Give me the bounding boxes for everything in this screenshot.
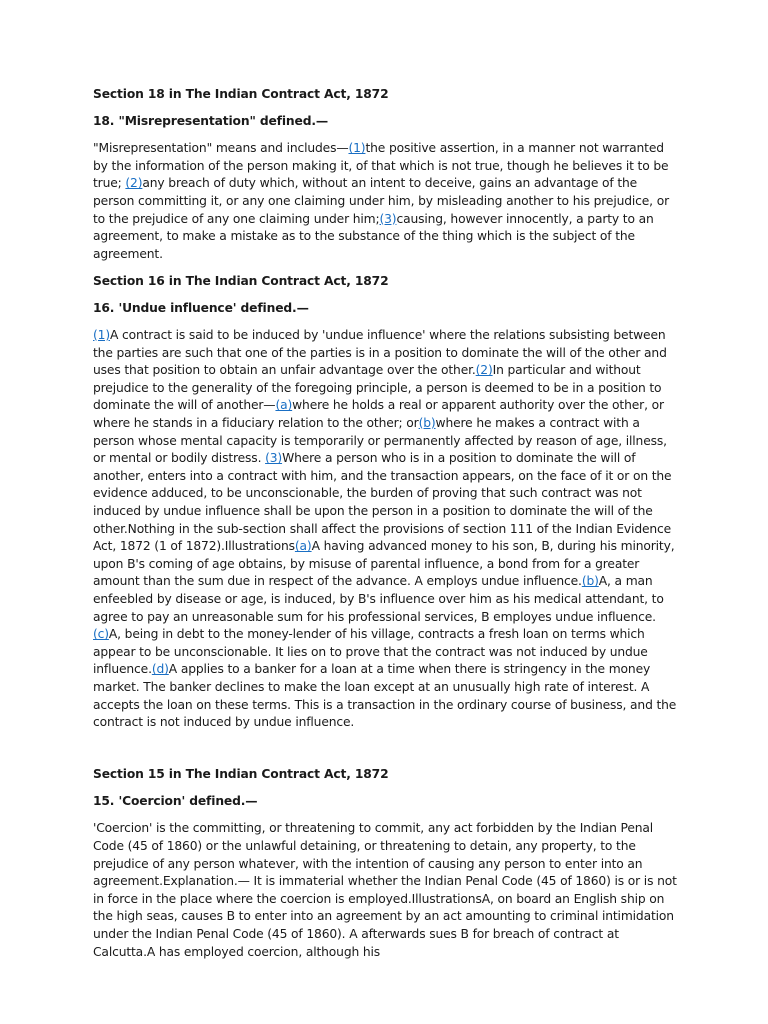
section-18-body (93, 140, 678, 263)
section-15-title: Section 15 in The Indian Contract Act, 1872 (93, 767, 389, 782)
body-text: In particular and without prejudice to the generality of the foregoing principle, a person is deemed to be in a position to dominate the will of another— (93, 363, 662, 413)
body-text: Where a person who is in a position to dominate the will of another, enters into a contract with him, and the transaction appears, on the face of it or on the evidence adduced, to be unconscionable, the burden of proving that such contract was not induced by undue influence shall be upon the person in a position to dominate the will of the other.Nothing in the sub-section shall affect the provisions of section 111 of the Indian Evidence Act, 1872 (1 of 1872).Illustrations (93, 451, 672, 554)
clause-link-2[interactable]: (2) (125, 176, 143, 191)
body-text: A applies to a banker for a loan at a time when there is stringency in the money market. The banker declines to make the loan except at an unusually high rate of interest. A accepts the loan on these terms. This is a transaction in the ordinary course of business, and the contract is not induced by undue influence. (93, 662, 677, 730)
clause-link-a[interactable]: (a) (275, 398, 293, 413)
body-text: A contract is said to be induced by 'undue influence' where the relations subsisting between the parties are such that one of the parties is in a position to dominate the will of the other and uses that position to obtain an unfair advantage over the other. (93, 328, 667, 378)
clause-link-3[interactable]: (3) (379, 211, 397, 226)
illustration-link-c[interactable]: (c) (93, 627, 109, 642)
section-16-title: Section 16 in The Indian Contract Act, 1872 (93, 273, 389, 288)
body-text: the positive assertion, in a manner not warranted by the information of the person making it, of that which is not true, though he believes it to be true; (93, 141, 669, 191)
section-16-heading: 16. 'Undue influence' defined.— (93, 300, 309, 315)
section-16-body (93, 327, 678, 732)
body-text: causing, however innocently, a party to an agreement, to make a mistake as to the substance of the thing which is the subject of the agreement. (93, 211, 654, 261)
section-18-title: Section 18 in The Indian Contract Act, 1872 (93, 87, 389, 101)
clause-link-1[interactable]: (1) (93, 328, 110, 343)
body-text: where he holds a real or apparent authority over the other, or where he stands in a fiduciary relation to the other; or (93, 398, 664, 430)
body-text: where he makes a contract with a person whose mental capacity is temporarily or permanently affected by reason of age, illness, or mental or bodily distress. (93, 416, 667, 466)
section-18-heading: 18. "Misrepresentation" defined.— (93, 114, 329, 129)
clause-link-1[interactable]: (1) (348, 141, 366, 156)
body-text: any breach of duty which, without an intent to deceive, gains an advantage of the person committing it, or any one claiming under him, by misleading another to his prejudice, or to the prejudice of any one claiming under him; (93, 176, 669, 226)
section-15-heading: 15. 'Coercion' defined.— (93, 794, 258, 809)
body-text: "Misrepresentation" means and includes— (93, 141, 349, 156)
document-page (93, 86, 678, 971)
illustration-link-d[interactable]: (d) (151, 662, 169, 677)
section-15-body: 'Coercion' is the committing, or threatening to commit, any act forbidden by the Indian Penal Code (45 of 1860) or the unlawful detaining, or threatening to detain, any property, to the prejudice of any person whatever, with the intention of causing any person to enter into an agreement.Explanation.— It is immaterial whether the Indian Penal Code (45 of 1860) is or is not in force in the place where the coercion is employed.IllustrationsA, on board an English ship on the high seas, causes B to enter into an agreement by an act amounting to criminal intimidation under the Indian Penal Code (45 of 1860). A afterwards sues B for breach of contract at Calcutta.A has employed coercion, although his (93, 821, 677, 959)
clause-link-b[interactable]: (b) (418, 416, 436, 430)
clause-link-2[interactable]: (2) (475, 363, 493, 378)
section-spacer (93, 741, 678, 766)
body-text: A having advanced money to his son, B, during his minority, upon B's coming of age obtains, by misuse of parental influence, a bond from for a greater amount than the sum due in respect of the advance. A employs undue influence. (93, 539, 675, 589)
body-text: A, being in debt to the money-lender of his village, contracts a fresh loan on terms which appear to be unconscionable. It lies on to prove that the contract was not induced by undue influence. (93, 627, 648, 677)
body-text: A, a man enfeebled by disease or age, is induced, by B's influence over him as his medical attendant, to agree to pay an unreasonable sum for his professional services, B employes undue influence. (93, 574, 664, 624)
clause-link-3[interactable]: (3) (265, 451, 283, 466)
illustration-link-b[interactable]: (b) (581, 574, 599, 589)
illustration-link-a[interactable]: (a) (294, 539, 312, 554)
